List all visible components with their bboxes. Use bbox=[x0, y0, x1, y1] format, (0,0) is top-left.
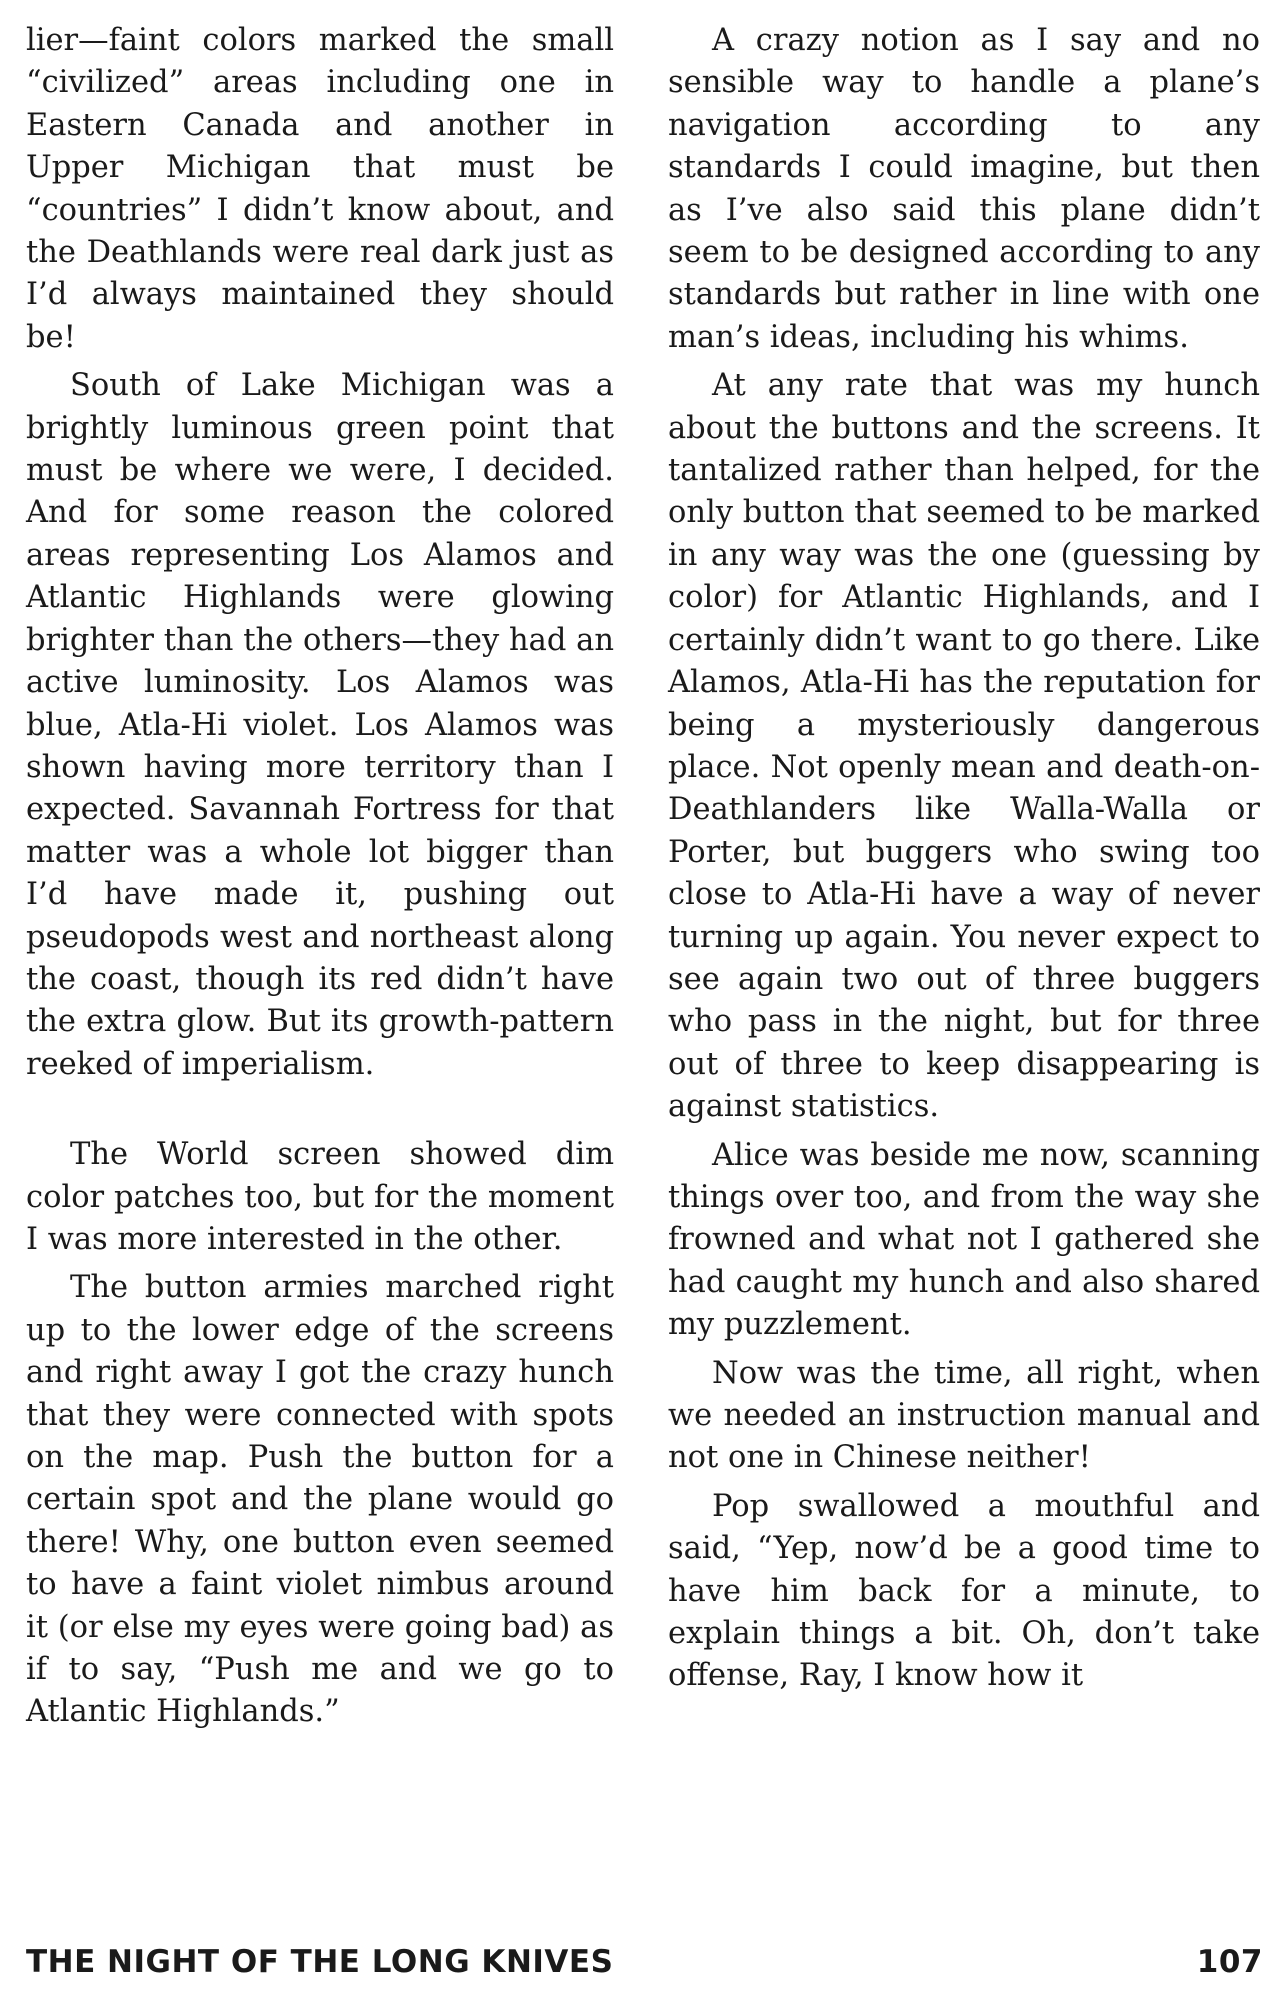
paragraph: Now was the time, all right, when we needed an instruction manual and not one in Chinese neither! bbox=[668, 1355, 1260, 1476]
page-number: 107 bbox=[1196, 1944, 1263, 1980]
paragraph: lier—faint colors marked the small “civilized” areas including one in Eastern Canada and another in Upper Michigan that must be “countries” I didn’t know about, and the Deathlands were real dark just as I’d always maintained they should be! bbox=[26, 23, 614, 355]
paragraph: Pop swallowed a mouthful and said, “Yep, now’d be a good time to have him back for a minute, to explain things a bit. Oh, don’t take offense, Ray, I know how it bbox=[668, 1488, 1260, 1694]
paragraph: At any rate that was my hunch about the buttons and the screens. It tantalized rather than helped, for the only button that seemed to be marked in any way was the one (guessing by color) for Atlantic Highlands, and I certainly didn’t want to go there. Like Alamos, Atla-Hi has the reputation for being a mysteriously dangerous place. Not openly mean and death-on-Deathlanders like Walla-Walla or Porter, but buggers who swing too close to Atla-Hi have a way of never turning up again. You never expect to see again two out of three buggers who pass in the night, but for three out of three to keep disappearing is against statistics. bbox=[668, 368, 1260, 1125]
left-column bbox=[26, 20, 614, 1740]
paragraph: South of Lake Michigan was a brightly luminous green point that must be where we were, I decided. And for some reason the colored areas representing Los Alamos and Atlantic Highlands were glowing brighter than the others—they had an active luminosity. Los Alamos was blue, Atla-Hi violet. Los Alamos was shown having more territory than I expected. Savannah Fortress for that matter was a whole lot bigger than I’d have made it, pushing out pseudopods west and northeast along the coast, though its red didn’t have the extra glow. But its growth-pattern reeked of imperialism. bbox=[26, 368, 614, 1082]
paragraph: The button armies marched right up to the lower edge of the screens and right away I got the crazy hunch that they were connected with spots on the map. Push the button for a certain spot and the plane would go there! Why, one button even seemed to have a faint violet nimbus around it (or else my eyes were going bad) as if to say, “Push me and we go to Atlantic Highlands.” bbox=[26, 1270, 614, 1730]
paragraph: A crazy notion as I say and no sensible way to handle a plane’s navigation according to any standards I could imagine, but then as I’ve also said this plane didn’t seem to be designed according to any standards but rather in line with one man’s ideas, including his whims. bbox=[668, 23, 1260, 355]
paragraph: Alice was beside me now, scanning things over too, and from the way she frowned and what not I gathered she had caught my hunch and also shared my puzzlement. bbox=[668, 1137, 1260, 1343]
running-title: THE NIGHT OF THE LONG KNIVES bbox=[26, 1944, 614, 1980]
right-column bbox=[668, 20, 1260, 1704]
page-footer bbox=[26, 1942, 1263, 1982]
paragraph: The World screen showed dim color patches too, but for the moment I was more interested in the other. bbox=[26, 1137, 614, 1257]
